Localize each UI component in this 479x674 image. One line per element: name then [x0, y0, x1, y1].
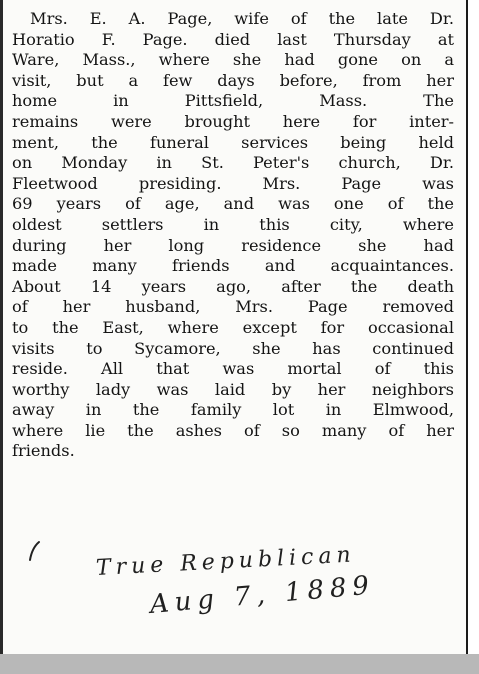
- obituary-text: [12, 9, 454, 462]
- article-line: where lie the ashes of so many of her: [12, 420, 454, 440]
- article-line: made many friends and acquaintances.: [12, 256, 454, 276]
- article-line: oldest settlers in this city, where: [12, 214, 454, 234]
- article-line: friends.: [12, 441, 75, 461]
- clipping-left-edge: [0, 0, 3, 654]
- article-line: worthy lady was laid by her neighbors: [12, 379, 454, 399]
- scan-bottom-band: [0, 654, 479, 674]
- article-line: away in the family lot in Elmwood,: [12, 400, 454, 420]
- article-line: Ware, Mass., where she had gone on a: [12, 50, 454, 70]
- handwritten-date: Aug 7, 1889: [148, 570, 377, 620]
- article-line: ment, the funeral services being held: [12, 132, 454, 152]
- pen-mark-icon: [26, 540, 44, 562]
- article-line: to the East, where except for occasional: [12, 317, 454, 337]
- article-line: 69 years of age, and was one of the: [12, 194, 454, 214]
- article-line: during her long residence she had: [12, 235, 454, 255]
- handwritten-source: True Republican: [95, 542, 357, 581]
- article-line: visits to Sycamore, she has continued: [12, 338, 454, 358]
- article-line: Horatio F. Page. died last Thursday at: [12, 29, 454, 49]
- article-line: Fleetwood presiding. Mrs. Page was: [12, 173, 454, 193]
- article-line: reside. All that was mortal of this: [12, 359, 454, 379]
- article-line: on Monday in St. Peter's church, Dr.: [12, 153, 454, 173]
- article-line: Mrs. E. A. Page, wife of the late Dr.: [30, 9, 454, 28]
- article-line: visit, but a few days before, from her: [12, 70, 454, 90]
- article-line: home in Pittsfield, Mass. The: [12, 91, 454, 111]
- article-line: About 14 years ago, after the death: [12, 276, 454, 296]
- article-line: of her husband, Mrs. Page removed: [12, 297, 454, 317]
- article-line: remains were brought here for inter-: [12, 111, 454, 131]
